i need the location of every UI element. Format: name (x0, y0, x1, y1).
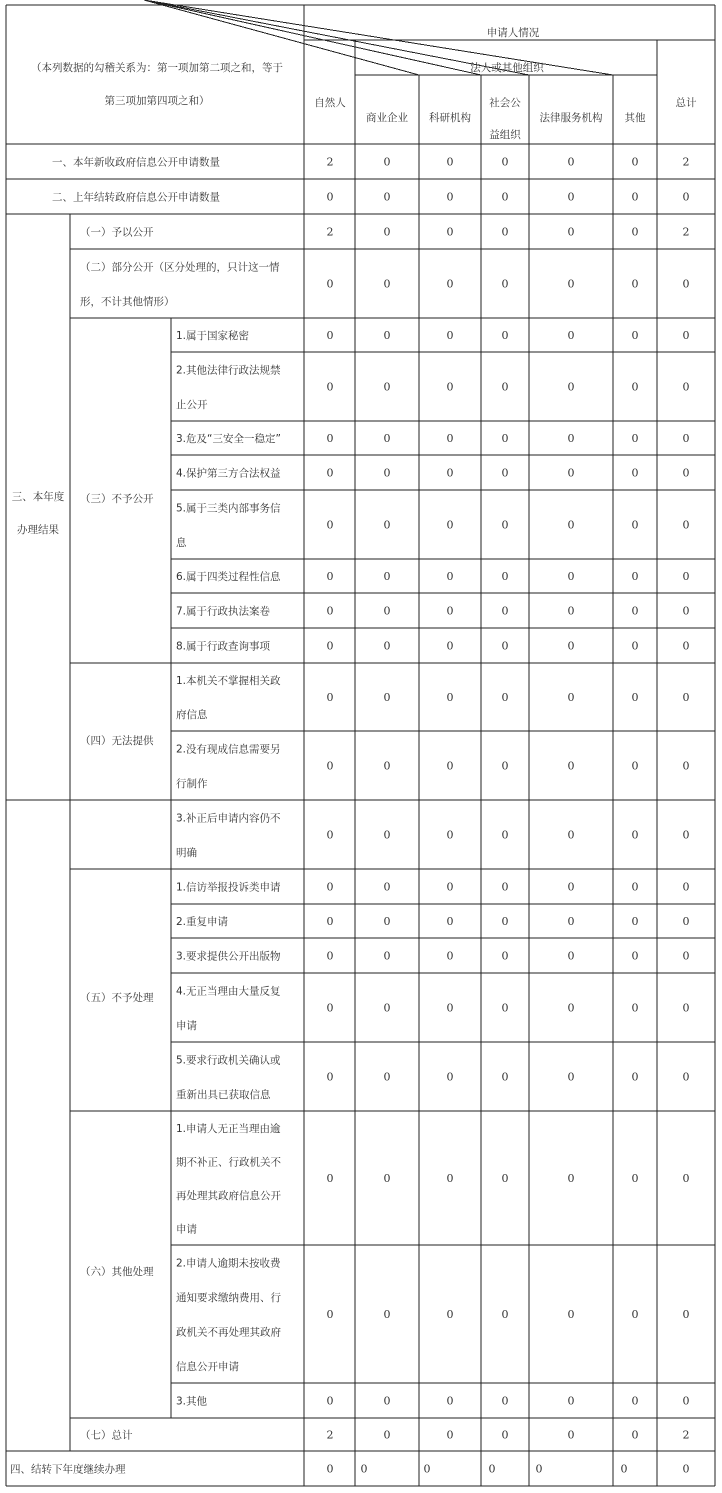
row-value: 0 (383, 915, 391, 928)
table-row (176, 742, 690, 790)
row-value: 0 (501, 518, 509, 532)
row-label: 8.属于行政查询事项 (176, 640, 271, 653)
row-value: 0 (383, 1394, 391, 1408)
row-value: 0 (383, 1308, 391, 1321)
table-row (176, 605, 690, 618)
row-value: 0 (326, 1001, 334, 1015)
row-value: 0 (631, 466, 639, 480)
table-row (176, 640, 690, 653)
row-label: 3.危及“三安全一稳定” (176, 433, 281, 445)
row-value: 0 (631, 691, 639, 704)
row-value: 0 (501, 604, 509, 618)
row-value: 0 (682, 691, 690, 704)
section-result-line-1: 三、本年度 (11, 491, 65, 503)
header-legal-service: 法律服务机构 (539, 112, 603, 124)
row-value: 0 (631, 1172, 639, 1185)
row-label: 6.属于四类过程性信息 (176, 571, 281, 583)
row-value: 0 (567, 1428, 575, 1442)
row-value: 0 (360, 1462, 368, 1476)
row-label: （一）予以公开 (80, 226, 154, 239)
row-value: 0 (501, 915, 509, 928)
row-value: 0 (682, 604, 690, 618)
row-value: 0 (682, 380, 690, 394)
row-value: 0 (631, 225, 639, 239)
row-value: 0 (446, 880, 454, 894)
row-value: 0 (446, 380, 454, 394)
row-value: 0 (631, 329, 639, 342)
row-label: 1.信访举报投诉类申请 (176, 881, 281, 894)
row-label: 3.要求提供公开出版物 (176, 950, 281, 963)
table-row (176, 811, 690, 859)
row-value: 0 (682, 1172, 690, 1185)
row-value: 0 (567, 880, 575, 894)
row-value: 0 (326, 329, 334, 342)
row-label: （二）部分公开（区分处理的，只计这一情 (80, 261, 280, 274)
row-value: 0 (567, 1172, 575, 1185)
row-value: 0 (501, 570, 509, 583)
row-label: （七）总计 (80, 1429, 133, 1442)
row-value: 0 (567, 915, 575, 928)
table-row (176, 432, 690, 445)
header-note-line-2: 第三项加第四项之和） (104, 95, 210, 107)
row-value: 0 (383, 277, 391, 291)
row-value: 0 (326, 1462, 334, 1476)
row-value: 0 (446, 277, 454, 291)
row-value: 0 (383, 1001, 391, 1015)
row-value: 0 (631, 880, 639, 894)
row-value: 0 (567, 1394, 575, 1408)
row-value: 2 (682, 155, 690, 169)
row-value: 0 (631, 1001, 639, 1015)
row-value: 0 (631, 570, 639, 583)
row-value: 0 (501, 1428, 509, 1442)
row-label: 5.要求行政机关确认或 (176, 1054, 281, 1067)
row-label: 一、本年新收政府信息公开申请数量 (52, 156, 220, 169)
row-value: 0 (682, 432, 690, 445)
row-value: 0 (682, 759, 690, 773)
header-note-line-1: （本列数据的勾稽关系为：第一项加第二项之和，等于 (31, 62, 283, 74)
row-value: 0 (383, 190, 391, 204)
row-value: 0 (446, 691, 454, 704)
table-row (52, 191, 690, 204)
header-research: 科研机构 (429, 112, 471, 124)
section-result-line-2: 办理结果 (17, 524, 59, 536)
row-value: 0 (383, 828, 391, 842)
row-label: 3.其他 (176, 1395, 208, 1408)
row-label: 1.本机关不掌握相关政 (176, 675, 281, 687)
row-value: 0 (326, 432, 334, 445)
row-value: 0 (631, 190, 639, 204)
row-value: 0 (383, 949, 391, 963)
row-value: 0 (631, 1428, 639, 1442)
row-label: 再处理其政府信息公开 (176, 1189, 281, 1202)
table-row (176, 1122, 690, 1236)
header-natural-person: 自然人 (314, 97, 346, 109)
row-value: 0 (326, 1172, 334, 1185)
row-value: 0 (567, 828, 575, 842)
table-row (80, 260, 690, 308)
table-row (176, 674, 690, 721)
header-total: 总计 (675, 97, 697, 109)
row-value: 0 (326, 639, 334, 653)
row-value: 0 (326, 518, 334, 532)
row-value: 0 (446, 466, 454, 480)
group-not-processed: （五）不予处理 (80, 992, 154, 1004)
row-value: 0 (682, 190, 690, 204)
row-value: 0 (501, 880, 509, 894)
table-row (176, 467, 690, 480)
row-label: 2.申请人逾期未按收费 (176, 1257, 281, 1270)
row-value: 0 (501, 1394, 509, 1408)
row-value: 0 (682, 1394, 690, 1408)
row-value: 0 (383, 225, 391, 239)
row-label: 明确 (176, 846, 197, 859)
row-value: 0 (446, 570, 454, 583)
row-value: 0 (326, 759, 334, 773)
row-value: 0 (501, 466, 509, 480)
table-row (80, 226, 690, 239)
row-value: 0 (446, 759, 454, 773)
row-label: 申请 (176, 1019, 197, 1032)
row-value: 0 (326, 604, 334, 618)
row-label: 重新出具已获取信息 (176, 1088, 271, 1101)
row-label: 1.申请人无正当理由逾 (176, 1122, 281, 1135)
row-value: 0 (501, 432, 509, 445)
row-value: 0 (567, 432, 575, 445)
row-value: 0 (682, 1308, 690, 1321)
row-label: 政机关不再处理其政府 (176, 1326, 281, 1339)
table-row (176, 1395, 690, 1408)
row-value: 0 (567, 466, 575, 480)
table-row (176, 570, 690, 583)
row-value: 0 (501, 225, 509, 239)
header-social-line-2: 益组织 (489, 129, 521, 141)
header-legal-group: 法人或其他组织 (470, 62, 544, 74)
row-value: 0 (567, 604, 575, 618)
row-label: 2.其他法律行政法规禁 (176, 364, 281, 377)
row-label: 4.保护第三方合法权益 (176, 467, 281, 480)
table-row (176, 329, 690, 342)
table-row (52, 156, 690, 169)
header-applicant: 申请人情况 (486, 27, 540, 39)
row-value: 0 (682, 329, 690, 342)
row-value: 0 (383, 691, 391, 704)
row-value: 0 (631, 604, 639, 618)
row-value: 0 (501, 1172, 509, 1185)
row-value: 0 (488, 1462, 496, 1476)
row-value: 2 (682, 1428, 690, 1442)
row-label: 2.没有现成信息需要另 (176, 743, 281, 756)
row-value: 0 (501, 759, 509, 773)
row-value: 0 (446, 1070, 454, 1084)
row-value: 0 (501, 155, 509, 169)
row-value: 0 (631, 915, 639, 928)
row-label: 行制作 (176, 777, 208, 790)
row-label: 二、上年结转政府信息公开申请数量 (52, 191, 220, 204)
row-value: 0 (631, 155, 639, 169)
row-value: 0 (383, 432, 391, 445)
row-value: 0 (682, 828, 690, 842)
row-value: 0 (446, 1308, 454, 1321)
row-value: 0 (326, 570, 334, 583)
row-value: 0 (326, 1070, 334, 1084)
group-other-handling: （六）其他处理 (80, 1266, 154, 1278)
row-label: 形，不计其他情形） (80, 295, 175, 308)
group-not-disclosed: （三）不予公开 (80, 493, 154, 505)
row-value: 0 (383, 155, 391, 169)
row-value: 0 (620, 1462, 628, 1476)
row-value: 0 (501, 828, 509, 842)
row-value: 0 (326, 277, 334, 291)
row-value: 0 (631, 639, 639, 653)
row-value: 0 (446, 915, 454, 928)
row-value: 2 (326, 1428, 334, 1442)
row-value: 0 (682, 466, 690, 480)
row-value: 0 (446, 604, 454, 618)
row-value: 0 (682, 949, 690, 963)
row-value: 0 (446, 828, 454, 842)
row-value: 0 (446, 155, 454, 169)
row-value: 0 (631, 1394, 639, 1408)
row-value: 0 (567, 1001, 575, 1015)
row-label: 息 (176, 536, 187, 549)
header-social-line-1: 社会公 (489, 97, 521, 109)
row-value: 0 (326, 1308, 334, 1321)
row-label: 信息公开申请 (176, 1360, 239, 1373)
row-label: 1.属于国家秘密 (176, 330, 250, 342)
row-value: 0 (501, 691, 509, 704)
row-value: 0 (326, 466, 334, 480)
row-value: 0 (326, 190, 334, 204)
row-value: 0 (446, 1172, 454, 1185)
row-value: 0 (501, 380, 509, 394)
row-value: 0 (383, 759, 391, 773)
row-value: 0 (501, 1308, 509, 1321)
table-row (10, 1463, 690, 1476)
row-value: 0 (446, 1428, 454, 1442)
row-value: 0 (446, 432, 454, 445)
row-value: 0 (501, 1001, 509, 1015)
row-label: 期不补正、行政机关不 (176, 1156, 281, 1169)
row-value: 0 (682, 1001, 690, 1015)
row-value: 0 (446, 329, 454, 342)
row-value: 0 (501, 949, 509, 963)
row-value: 0 (326, 880, 334, 894)
row-value: 0 (501, 1070, 509, 1084)
row-label: 5.属于三类内部事务信 (176, 502, 281, 515)
table-row (176, 363, 690, 411)
row-value: 0 (567, 380, 575, 394)
row-value: 0 (567, 949, 575, 963)
row-value: 0 (567, 1308, 575, 1321)
row-value: 0 (326, 828, 334, 842)
row-value: 0 (631, 1308, 639, 1321)
row-value: 0 (567, 570, 575, 583)
row-value: 0 (383, 604, 391, 618)
table-row (176, 501, 690, 549)
row-label: 3.补正后申请内容仍不 (176, 812, 281, 825)
row-value: 0 (383, 466, 391, 480)
table-row (80, 1429, 690, 1442)
row-value: 0 (567, 190, 575, 204)
row-value: 0 (383, 570, 391, 583)
row-value: 0 (682, 639, 690, 653)
row-value: 0 (631, 380, 639, 394)
row-value: 0 (631, 949, 639, 963)
row-value: 0 (326, 949, 334, 963)
row-value: 0 (326, 691, 334, 704)
row-value: 0 (535, 1462, 543, 1476)
row-value: 0 (501, 277, 509, 291)
header-other: 其他 (624, 112, 646, 124)
row-label: 7.属于行政执法案卷 (176, 605, 271, 618)
row-value: 0 (501, 639, 509, 653)
table-row (176, 915, 690, 928)
row-label: 2.重复申请 (176, 916, 229, 928)
row-value: 0 (446, 190, 454, 204)
row-value: 0 (567, 759, 575, 773)
table-row (176, 881, 690, 894)
row-label: 4.无正当理由大量反复 (176, 985, 281, 998)
row-value: 0 (567, 225, 575, 239)
row-value: 0 (446, 949, 454, 963)
row-label: 止公开 (176, 398, 208, 411)
row-value: 0 (682, 915, 690, 928)
row-value: 0 (631, 1070, 639, 1084)
row-value: 0 (383, 518, 391, 532)
row-value: 0 (682, 880, 690, 894)
row-value: 0 (326, 915, 334, 928)
row-value: 0 (682, 1070, 690, 1084)
row-value: 0 (383, 1172, 391, 1185)
row-value: 0 (446, 1394, 454, 1408)
row-value: 0 (383, 880, 391, 894)
row-value: 0 (631, 518, 639, 532)
row-value: 0 (631, 432, 639, 445)
row-value: 2 (682, 225, 690, 239)
row-value: 0 (326, 380, 334, 394)
table-row (176, 984, 690, 1032)
row-value: 0 (446, 518, 454, 532)
row-label: 申请 (176, 1223, 197, 1236)
row-value: 0 (501, 329, 509, 342)
row-value: 0 (631, 759, 639, 773)
row-value: 0 (567, 639, 575, 653)
row-value: 0 (446, 639, 454, 653)
row-value: 0 (423, 1462, 431, 1476)
row-value: 0 (383, 639, 391, 653)
row-value: 0 (567, 691, 575, 704)
group-unable-to-provide: （四）无法提供 (80, 735, 154, 747)
row-value: 2 (326, 225, 334, 239)
header-commercial: 商业企业 (366, 112, 408, 124)
row-value: 0 (383, 329, 391, 342)
table-row (176, 1053, 690, 1101)
row-label: 通知要求缴纳费用、行 (176, 1291, 281, 1304)
row-value: 0 (567, 329, 575, 342)
row-value: 0 (383, 1428, 391, 1442)
row-value: 0 (682, 518, 690, 532)
row-value: 0 (383, 1070, 391, 1084)
row-value: 0 (631, 828, 639, 842)
row-value: 0 (682, 570, 690, 583)
row-value: 2 (326, 155, 334, 169)
row-value: 0 (567, 518, 575, 532)
row-value: 0 (383, 380, 391, 394)
row-value: 0 (567, 1070, 575, 1084)
row-value: 0 (631, 277, 639, 291)
table-row (176, 1256, 690, 1373)
row-value: 0 (567, 155, 575, 169)
row-label: 府信息 (176, 709, 208, 721)
row-value: 0 (446, 225, 454, 239)
row-value: 0 (326, 1394, 334, 1408)
row-value: 0 (501, 190, 509, 204)
row-value: 0 (567, 277, 575, 291)
row-value: 0 (446, 1001, 454, 1015)
table-row (176, 950, 690, 963)
row-value: 0 (682, 1462, 690, 1476)
row-label: 四、结转下年度继续办理 (10, 1463, 126, 1476)
row-value: 0 (682, 277, 690, 291)
